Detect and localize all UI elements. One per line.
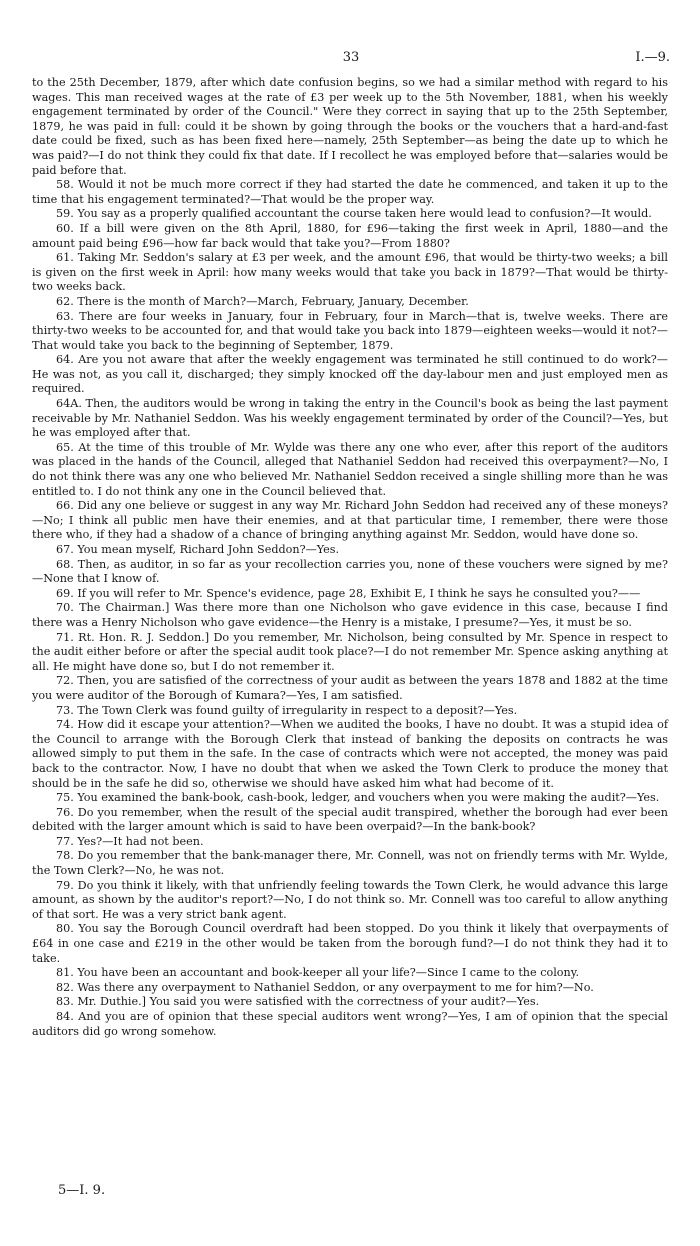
paragraph: 75. You examined the bank-book, cash-book, ledger, and vouchers when you were making the audit?—Yes. <box>56 791 660 805</box>
paragraph: 74. How did it escape your attention?—When we audited the books, I have no doubt. It was a stupid idea of the Council to arrange with the Borough Clerk that instead of banking the deposits on contracts he was allowed simply to put them in the safe. In the case of contracts which were not accepted, the money was paid back to the contractor. Now, I have no doubt that when we asked the Town Clerk to produce the money that should be in the safe he did so, otherwise we should have asked him what had become of it. <box>32 718 668 790</box>
paragraph: 67. You mean myself, Richard John Seddon?—Yes. <box>56 543 340 556</box>
paragraph: 83. Mr. Duthie.] You said you were satisfied with the correctness of your audit?—Yes. <box>56 995 540 1009</box>
paragraph: 76. Do you remember, when the result of the special audit transpired, whether the borough had ever been debited with the larger amount which is said to have been overpaid?—In the bank-book? <box>32 805 668 834</box>
sheet-reference: I.—9. <box>635 50 670 65</box>
paragraph: 73. The Town Clerk was found guilty of irregularity in respect to a deposit?—Yes. <box>56 703 518 717</box>
paragraph: to the 25th December, 1879, after which date confusion begins, so we had a similar method with regard to his wages. This man received wages at the rate of £3 per week up to the 5th November, 1881, when his weekly engagement terminated by order of the Council." Were they correct in saying that up to the 25th September, 1879, he was paid in full: could it be shown by going through the books or the vouchers that a hard-and-fast date could be fixed, such as has been fixed here—namely, 25th September—as being the date up to which he was paid?—I do not think they could fix that date. If I recollect he was employed before that—salaries would be paid before that. <box>32 76 668 177</box>
paragraph: 84. And you are of opinion that these special auditors went wrong?—Yes, I am of opinion that the special auditors did go wrong somehow. <box>32 1010 668 1038</box>
page-header <box>32 50 670 70</box>
paragraph: 58. Would it not be much more correct if they had started the date he commenced, and taken it up to the time that his engagement terminated?—That would be the proper way. <box>32 178 668 206</box>
paragraph: 79. Do you think it likely, with that unfriendly feeling towards the Town Clerk, he would advance this large amount, as shown by the auditor's report?—No, I do not think so. Mr. Connell was too careful to allow anything of that sort. He was a very strict bank agent. <box>32 878 668 921</box>
paragraph: 59. You say as a properly qualified accountant the course taken here would lead to confusion?—It would. <box>56 207 652 221</box>
paragraph: 81. You have been an accountant and book-keeper all your life?—Since I came to the colony. <box>56 966 580 980</box>
paragraph: 72. Then, you are satisfied of the correctness of your audit as between the years 1878 and 1882 at the time you were auditor of the Borough of Kumara?—Yes, I am satisfied. <box>32 674 668 702</box>
paragraph: 82. Was there any overpayment to Nathaniel Seddon, or any overpayment to me for him?—No. <box>56 980 594 994</box>
paragraph: 66. Did any one believe or suggest in any way Mr. Richard John Seddon had received any of these moneys?—No; I think all public men have their enemies, and at that particular time, I remember, there were those there who, if they had a shadow of a chance of bringing anything against Mr. Seddon, would have done so. <box>32 499 668 542</box>
paragraph: 80. You say the Borough Council overdraft had been stopped. Do you think it likely that overpayments of £64 in one case and £219 in the other would be taken from the borough fund?—I do not think they had it to take. <box>32 922 668 965</box>
paragraph: 65. At the time of this trouble of Mr. Wylde was there any one who ever, after this report of the auditors was placed in the hands of the Council, alleged that Nathaniel Seddon had received this overpayment?—No, I do not think there was any one who believed Mr. Nathaniel Seddon received a single shilling more than he was entitled to. I do not think any one in the Council believed that. <box>32 440 668 498</box>
paragraph: 62. There is the month of March?—March, February, January, December. <box>56 294 469 308</box>
signature-mark: 5—I. 9. <box>58 1183 106 1198</box>
paragraph: 60. If a bill were given on the 8th April, 1880, for £96—taking the first week in April, 1880—and the amount paid being £96—how far back would that take you?—From 1880? <box>32 221 668 250</box>
paragraph: 61. Taking Mr. Seddon's salary at £3 per week, and the amount £96, that would be thirty-two weeks; a bill is given on the first week in April: how many weeks would that take you back in 1879?—That would be thirty-two weeks back. <box>32 251 668 294</box>
paragraph: 64. Are you not aware that after the weekly engagement was terminated he still continued to do work?—He was not, as you call it, discharged; they simply knocked off the day-labour men and just employed men as required. <box>32 353 668 396</box>
paragraph: 78. Do you remember that the bank-manager there, Mr. Connell, was not on friendly terms with Mr. Wylde, the Town Clerk?—No, he was not. <box>32 849 668 878</box>
paragraph: 68. Then, as auditor, in so far as your recollection carries you, none of these vouchers were signed by me?—None that I know of. <box>32 557 668 586</box>
evidence-text <box>32 76 668 1039</box>
paragraph: 64A. Then, the auditors would be wrong in taking the entry in the Council's book as being the last payment receivable by Mr. Nathaniel Seddon. Was his weekly engagement terminated by order of the Council?—Yes, but he was employed after that. <box>32 397 668 440</box>
paragraph: 70. The Chairman.] Was there more than one Nicholson who gave evidence in this case, because I find there was a Henry Nicholson who gave evidence—the Henry is a mistake, I presume?—Yes, it must be so. <box>32 601 668 629</box>
paragraph: 69. If you will refer to Mr. Spence's evidence, page 28, Exhibit E, I think he says he consulted you?—— <box>56 586 641 600</box>
paragraph: 71. Rt. Hon. R. J. Seddon.] Do you remember, Mr. Nicholson, being consulted by Mr. Spence in respect to the audit either before or after the special audit took place?—I do not remember Mr. Spence asking anything at all. He might have done so, but I do not remember it. <box>32 630 668 673</box>
page-number: 33 <box>342 50 360 65</box>
paragraph: 77. Yes?—It had not been. <box>56 834 204 848</box>
paragraph: 63. There are four weeks in January, four in February, four in March—that is, twelve weeks. There are thirty-two weeks to be accounted for, and that would take you back into 1879—eighteen weeks—would it not?—That would take you back to the beginning of September, 1879. <box>32 309 668 352</box>
